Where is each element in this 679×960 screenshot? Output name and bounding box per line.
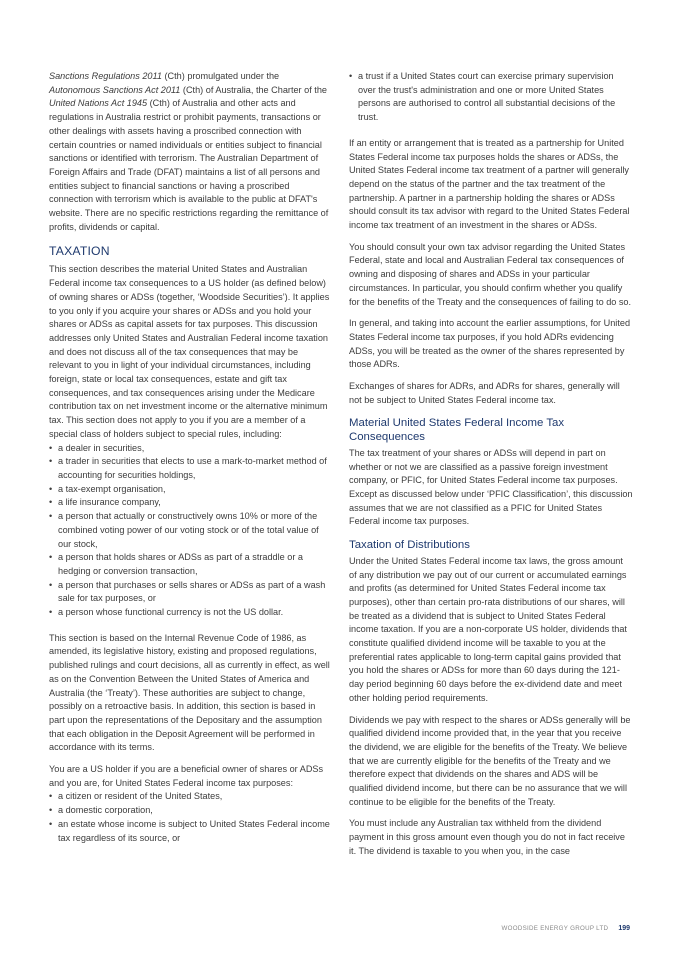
paragraph-text: (Cth) promulgated under the [161, 71, 280, 81]
partnership-paragraph: If an entity or arrangement that is treated as a partnership for United States Federal income tax purposes holds the shares or ADSs, the United States Federal income tax treatment of a partner will generally depend on the status of the partner and the tax treatment of the partnership. A partner in a partnership holding the shares or ADSs should consult its tax advisor with regard to the United States Federal income tax treatment of an investment in the shares or ADSs. [349, 137, 630, 231]
list-item: • a tax-exempt organisation, [49, 483, 331, 497]
distributions-heading: Taxation of Distributions [349, 539, 470, 552]
list-item: • a person that holds shares or ADSs as part of a straddle or a hedging or conversion transaction, [49, 551, 331, 578]
right-column [349, 70, 633, 867]
taxation-intro-paragraph: This section describes the material United States and Australian Federal income tax consequences to a US holder (as defined below) of owning shares or ADSs (together, ‘Woodside Securities’). It applies to you only if you acquire your shares or ADSs and you hold your shares or ADSs as capital assets for tax purposes. This discussion addresses only United States and Australian Federal income taxation and does not discuss all of the tax consequences that may be relevant to you in light of your individual circumstances, including foreign, state or local tax consequences, estate and gift tax consequences, and tax consequences arising under the Medicare contribution tax on net investment income or the alternative minimum tax. This section does not apply to you if you are a member of a special class of holders subject to special rules, including: [49, 264, 330, 439]
list-item: • a person whose functional currency is not the US dollar. [49, 606, 331, 620]
act-title: Sanctions Regulations 2011 [49, 71, 162, 81]
page-footer [501, 925, 630, 932]
pfic-paragraph: The tax treatment of your shares or ADSs will depend in part on whether or not we are classified as a passive foreign investment company, or PFIC, for United States Federal income tax purposes. Except as discussed below under ‘PFIC Classification’, this discussion assumes that we are not classified as a PFIC for United States Federal income tax purposes. [349, 447, 633, 527]
list-item: • a domestic corporation, [49, 804, 331, 818]
special-holders-list [49, 442, 331, 620]
list-item: • a person that actually or constructively owns 10% or more of the combined voting power of our voting stock or of the total value of our stock, [49, 510, 331, 551]
list-item: • a dealer in securities, [49, 442, 331, 456]
us-holder-list-continued [349, 70, 633, 125]
list-item: • a trust if a United States court can exercise primary supervision over the trust's administration and one or more United States persons are authorised to control all substantial decisions of the trust. [349, 70, 633, 125]
adr-ownership-paragraph: In general, and taking into account the earlier assumptions, for United States Federal income tax purposes, if you hold ADRs evidencing ADSs, you will be treated as the owner of the shares represented by those ADRs. [349, 318, 631, 370]
left-column [49, 70, 331, 853]
distributions-paragraph-1: Under the United States Federal income tax laws, the gross amount of any distribution we pay out of our current or accumulated earnings and profits (as determined for United States Federal income tax purposes), other than certain pro-rata distributions of our shares, will be treated as a dividend that is subject to United States Federal income taxation. If you are a non-corporate US holder, dividends that constitute qualified dividend income will be taxable to you at the preferential rates applicable to long-term capital gains provided that you hold the shares or ADSs for more than 60 days during the 121-day period beginning 60 days before the ex-dividend date and meet other holding period requirements. [349, 555, 627, 703]
list-item: • a trader in securities that elects to use a mark-to-market method of accounting for securities holdings, [49, 455, 331, 482]
us-holder-paragraph: You are a US holder if you are a beneficial owner of shares or ADSs and you are, for United States Federal income tax purposes: [49, 764, 324, 788]
footer-company-name: WOODSIDE ENERGY GROUP LTD [501, 925, 609, 932]
taxation-heading: TAXATION [49, 244, 110, 259]
list-item: • an estate whose income is subject to United States Federal income tax regardless of its source, or [49, 818, 331, 845]
act-title: Autonomous Sanctions Act 2011 [49, 84, 181, 95]
list-item: • a citizen or resident of the United States, [49, 790, 331, 804]
list-item: • a person that purchases or sells shares or ADSs as part of a wash sale for tax purposes, or [49, 579, 331, 606]
exchanges-paragraph: Exchanges of shares for ADRs, and ADRs for shares, generally will not be subject to United States Federal income tax. [349, 381, 620, 405]
page-number: 199 [618, 925, 630, 932]
act-title: United Nations Act 1945 [49, 98, 148, 109]
us-holder-list [49, 790, 331, 845]
paragraph-text: (Cth) of Australia and other acts and regulations in Australia restrict or prohibit payments, transactions or other dealings with assets having a proscribed connection with certain countries or named individuals or entities subject to financial sanctions or identified with terrorism. The Australian Department of Foreign Affairs and Trade (DFAT) maintains a list of all persons and entities subject to financial sanctions or having a proscribed connection with terrorism which is available to the public at DFAT's website. There are no specific restrictions regarding the remittance of profits, dividends or capital. [49, 98, 329, 232]
sanctions-paragraph [49, 70, 331, 234]
distributions-paragraph-2: Dividends we pay with respect to the shares or ADSs generally will be qualified dividend income provided that, in the year that you receive the dividend, we are eligible for the benefits of the Treaty. We believe that we are currently eligible for the benefits of the Treaty and we therefore expect that dividends on the shares and ADS will be qualified dividend income, but there can be no assurance that we will continue to be eligible for the benefits of the Treaty. [349, 714, 631, 807]
paragraph-text: (Cth) of Australia, the Charter of the [180, 84, 327, 95]
material-consequences-heading: Material United States Federal Income Tax Consequences [349, 417, 565, 444]
consult-advisor-paragraph: You should consult your own tax advisor regarding the United States Federal, state and local and Australian Federal tax consequences of owning and disposing of shares and ADSs in your particular circumstances. In particular, you should confirm whether you qualify for the benefits of the Treaty and the consequences of failing to do so. [349, 241, 632, 307]
basis-paragraph: This section is based on the Internal Revenue Code of 1986, as amended, its legislative history, existing and proposed regulations, published rulings and court decisions, all as currently in effect, as well as on the Convention Between the United States of America and Australia (the ‘Treaty’). These authorities are subject to change, possibly on a retroactive basis. In addition, this section is based in part upon the representations of the Depositary and the assumption that each obligation in the Deposit Agreement will be performed in accordance with its terms. [49, 632, 330, 753]
list-item: • a life insurance company, [49, 496, 331, 510]
distributions-paragraph-3: You must include any Australian tax withheld from the dividend payment in this gross amount even though you do not in fact receive it. The dividend is taxable to you when you, in the case [349, 818, 625, 856]
